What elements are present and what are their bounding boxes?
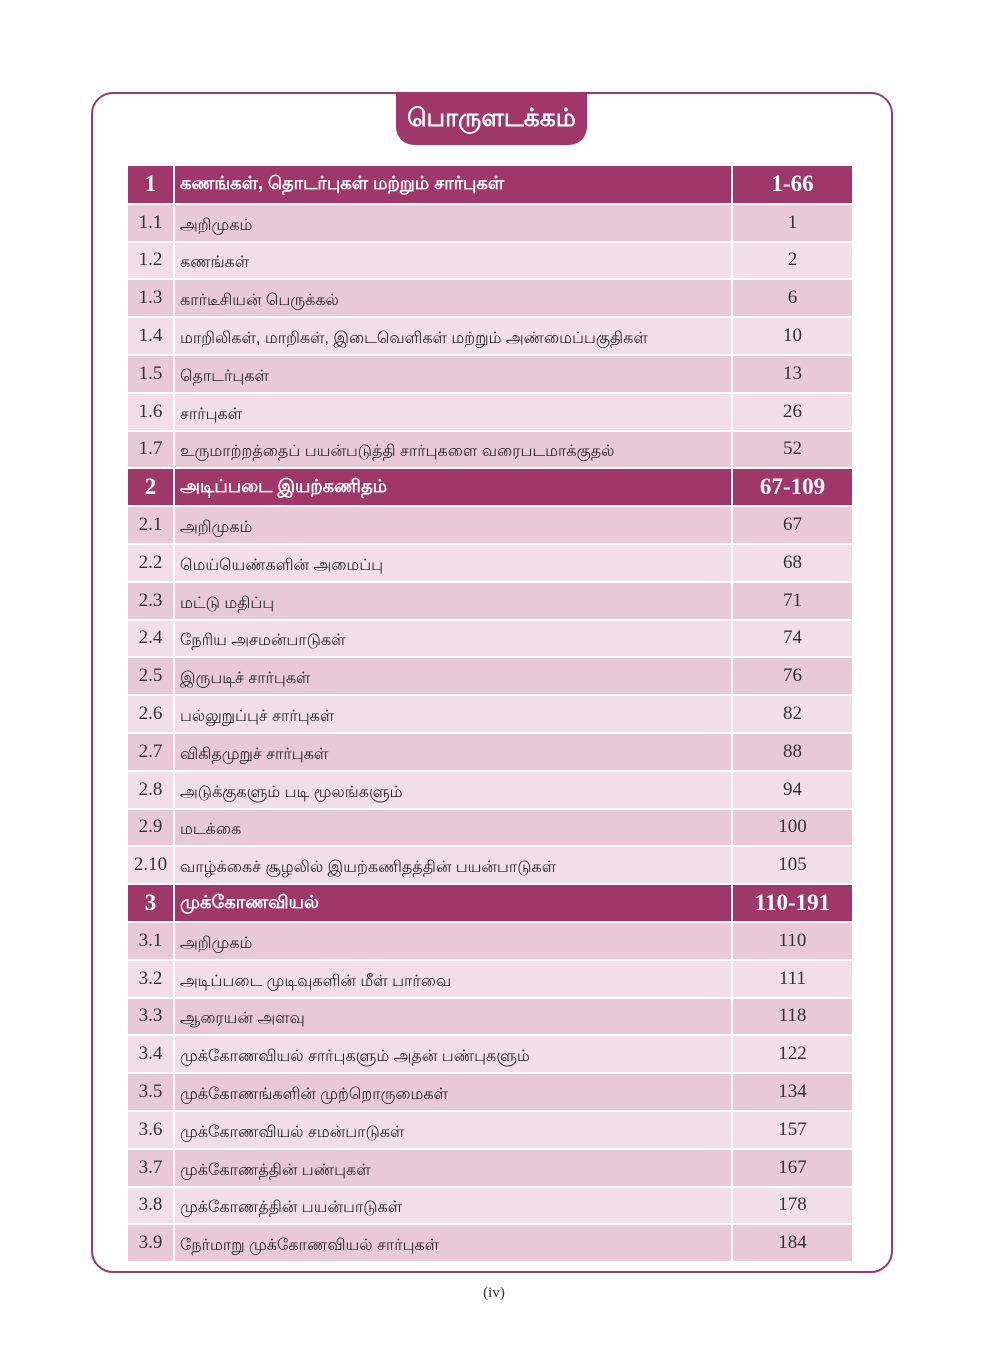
section-page: 76 xyxy=(732,657,853,695)
chapter-row[interactable] xyxy=(127,468,853,506)
section-page: 10 xyxy=(732,317,853,355)
chapter-number: 3 xyxy=(127,884,174,922)
section-page: 118 xyxy=(732,998,853,1036)
section-page: 71 xyxy=(732,582,853,620)
section-row[interactable] xyxy=(127,998,853,1036)
section-number: 3.7 xyxy=(127,1149,174,1187)
section-number: 2.9 xyxy=(127,809,174,847)
section-title: பல்லுறுப்புச் சார்புகள் xyxy=(174,695,732,733)
section-page: 184 xyxy=(732,1224,853,1262)
section-row[interactable] xyxy=(127,317,853,355)
section-row[interactable] xyxy=(127,431,853,469)
section-row[interactable] xyxy=(127,1035,853,1073)
section-row[interactable] xyxy=(127,204,853,242)
section-title: இருபடிச் சார்புகள் xyxy=(174,657,732,695)
section-row[interactable] xyxy=(127,582,853,620)
section-number: 1.5 xyxy=(127,355,174,393)
section-page: 74 xyxy=(732,620,853,658)
section-number: 3.2 xyxy=(127,960,174,998)
section-title: முக்கோணத்தின் பண்புகள் xyxy=(174,1149,732,1187)
section-page: 178 xyxy=(732,1187,853,1225)
chapter-number: 2 xyxy=(127,468,174,506)
section-title: மெய்யெண்களின் அமைப்பு xyxy=(174,544,732,582)
section-number: 1.7 xyxy=(127,431,174,469)
section-page: 52 xyxy=(732,431,853,469)
section-page: 88 xyxy=(732,733,853,771)
section-number: 1.2 xyxy=(127,242,174,280)
section-number: 1.4 xyxy=(127,317,174,355)
section-row[interactable] xyxy=(127,846,853,884)
section-page: 13 xyxy=(732,355,853,393)
chapter-title: முக்கோணவியல் xyxy=(174,884,732,922)
section-title: அறிமுகம் xyxy=(174,922,732,960)
section-row[interactable] xyxy=(127,733,853,771)
section-page: 134 xyxy=(732,1073,853,1111)
section-row[interactable] xyxy=(127,1187,853,1225)
section-title: அறிமுகம் xyxy=(174,506,732,544)
section-number: 2.7 xyxy=(127,733,174,771)
section-row[interactable] xyxy=(127,506,853,544)
section-page: 110 xyxy=(732,922,853,960)
section-number: 1.3 xyxy=(127,279,174,317)
chapter-row[interactable] xyxy=(127,166,853,204)
section-title: கார்டீசியன் பெருக்கல் xyxy=(174,279,732,317)
section-title: மாறிலிகள், மாறிகள், இடைவெளிகள் மற்றும் அண்மைப்பகுதிகள் xyxy=(174,317,732,355)
chapter-pages: 67-109 xyxy=(732,468,853,506)
section-number: 2.5 xyxy=(127,657,174,695)
section-title: அடுக்குகளும் படி மூலங்களும் xyxy=(174,771,732,809)
section-row[interactable] xyxy=(127,544,853,582)
section-page: 167 xyxy=(732,1149,853,1187)
section-page: 157 xyxy=(732,1111,853,1149)
section-row[interactable] xyxy=(127,620,853,658)
section-page: 1 xyxy=(732,204,853,242)
page-title: பொருளடக்கம் xyxy=(396,94,587,145)
section-page: 68 xyxy=(732,544,853,582)
section-row[interactable] xyxy=(127,809,853,847)
section-title: அடிப்படை முடிவுகளின் மீள் பார்வை xyxy=(174,960,732,998)
section-number: 3.4 xyxy=(127,1035,174,1073)
chapter-title: கணங்கள், தொடர்புகள் மற்றும் சார்புகள் xyxy=(174,166,732,204)
section-title: விகிதமுறுச் சார்புகள் xyxy=(174,733,732,771)
section-page: 100 xyxy=(732,809,853,847)
contents-table xyxy=(126,166,854,1263)
section-number: 2.8 xyxy=(127,771,174,809)
section-page: 6 xyxy=(732,279,853,317)
section-title: முக்கோணத்தின் பயன்பாடுகள் xyxy=(174,1187,732,1225)
section-row[interactable] xyxy=(127,1073,853,1111)
section-page: 122 xyxy=(732,1035,853,1073)
section-title: சார்புகள் xyxy=(174,393,732,431)
section-page: 94 xyxy=(732,771,853,809)
section-title: நேர்மாறு முக்கோணவியல் சார்புகள் xyxy=(174,1224,732,1262)
section-number: 3.3 xyxy=(127,998,174,1036)
section-title: தொடர்புகள் xyxy=(174,355,732,393)
section-title: அறிமுகம் xyxy=(174,204,732,242)
section-number: 3.5 xyxy=(127,1073,174,1111)
section-number: 1.6 xyxy=(127,393,174,431)
section-row[interactable] xyxy=(127,657,853,695)
chapter-pages: 110-191 xyxy=(732,884,853,922)
section-number: 2.4 xyxy=(127,620,174,658)
section-row[interactable] xyxy=(127,1224,853,1262)
section-title: முக்கோணங்களின் முற்றொருமைகள் xyxy=(174,1073,732,1111)
section-number: 2.3 xyxy=(127,582,174,620)
section-title: கணங்கள் xyxy=(174,242,732,280)
section-row[interactable] xyxy=(127,279,853,317)
section-number: 2.2 xyxy=(127,544,174,582)
section-number: 3.6 xyxy=(127,1111,174,1149)
section-page: 111 xyxy=(732,960,853,998)
section-page: 82 xyxy=(732,695,853,733)
chapter-title: அடிப்படை இயற்கணிதம் xyxy=(174,468,732,506)
section-title: முக்கோணவியல் சார்புகளும் அதன் பண்புகளும் xyxy=(174,1035,732,1073)
section-row[interactable] xyxy=(127,960,853,998)
section-row[interactable] xyxy=(127,355,853,393)
section-row[interactable] xyxy=(127,922,853,960)
section-row[interactable] xyxy=(127,393,853,431)
section-title: வாழ்க்கைச் சூழலில் இயற்கணிதத்தின் பயன்பாடுகள் xyxy=(174,846,732,884)
section-number: 3.8 xyxy=(127,1187,174,1225)
section-row[interactable] xyxy=(127,695,853,733)
section-row[interactable] xyxy=(127,1149,853,1187)
section-title: நேரிய அசமன்பாடுகள் xyxy=(174,620,732,658)
section-number: 3.9 xyxy=(127,1224,174,1262)
section-title: ஆரையன் அளவு xyxy=(174,998,732,1036)
chapter-row[interactable] xyxy=(127,884,853,922)
section-row[interactable] xyxy=(127,771,853,809)
section-title: மடக்கை xyxy=(174,809,732,847)
section-row[interactable] xyxy=(127,1111,853,1149)
page-number: (iv) xyxy=(483,1285,505,1301)
section-page: 67 xyxy=(732,506,853,544)
section-page: 2 xyxy=(732,242,853,280)
section-number: 2.6 xyxy=(127,695,174,733)
section-number: 1.1 xyxy=(127,204,174,242)
section-page: 105 xyxy=(732,846,853,884)
section-row[interactable] xyxy=(127,242,853,280)
section-page: 26 xyxy=(732,393,853,431)
section-title: மட்டு மதிப்பு xyxy=(174,582,732,620)
section-number: 2.10 xyxy=(127,846,174,884)
section-number: 2.1 xyxy=(127,506,174,544)
section-title: உருமாற்றத்தைப் பயன்படுத்தி சார்புகளை வரைபடமாக்குதல் xyxy=(174,431,732,469)
section-number: 3.1 xyxy=(127,922,174,960)
section-title: முக்கோணவியல் சமன்பாடுகள் xyxy=(174,1111,732,1149)
chapter-pages: 1-66 xyxy=(732,166,853,204)
chapter-number: 1 xyxy=(127,166,174,204)
